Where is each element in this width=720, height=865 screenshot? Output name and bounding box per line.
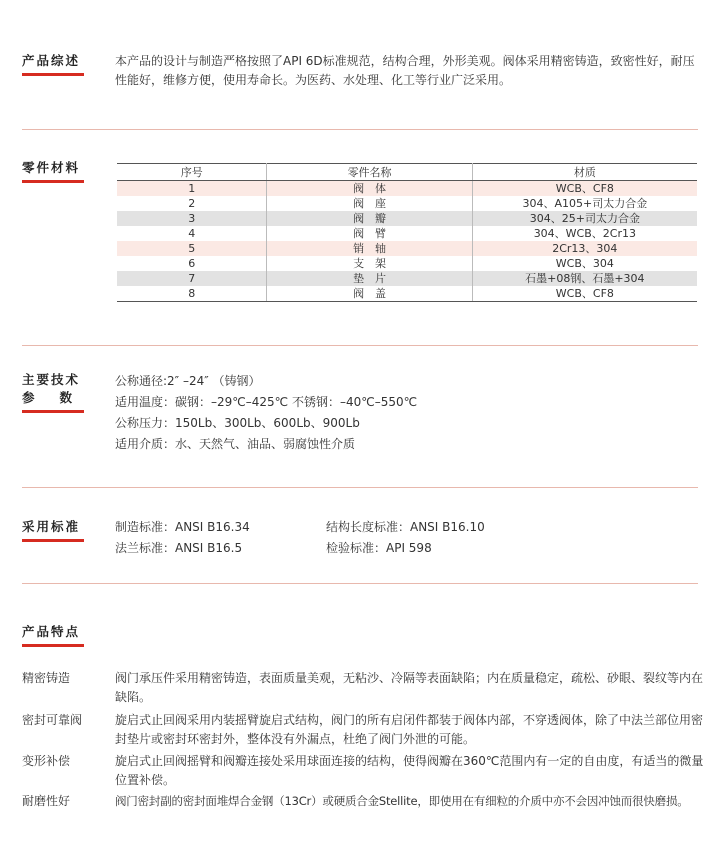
spec-line: 公称压力：150Lb、300Lb、600Lb、900Lb [115, 416, 360, 430]
title-accent-bar [22, 180, 84, 183]
section-divider [22, 487, 698, 488]
feature-label: 精密铸造 [22, 671, 71, 685]
spec-line: 公称通径:2″ –24″ （铸钢） [115, 374, 261, 388]
header-material: 材质 [472, 164, 697, 181]
row-no: 6 [117, 256, 267, 271]
materials-title-text: 零件材料 [22, 160, 81, 175]
row-name: 阀 盖 [267, 286, 472, 302]
title-accent-bar [22, 539, 84, 542]
title-accent-bar [22, 644, 84, 647]
standard-item: 结构长度标准：ANSI B16.10 [326, 520, 485, 534]
specs-title-line1: 主要技术 [22, 372, 81, 387]
row-no: 1 [117, 181, 267, 197]
row-material: 304、A105+司太力合金 [522, 197, 648, 210]
specs-title [22, 372, 84, 413]
feature-text: 旋启式止回阀采用内装摇臂旋启式结构，阀门的所有启闭件都装于阀体内部，不穿透阀体，除了中法兰部位用密封垫片或密封环密封外，整体没有外漏点，杜绝了阀门外泄的可能。 [115, 713, 704, 746]
section-divider [22, 345, 698, 346]
row-no: 3 [117, 211, 267, 226]
table-row [117, 211, 697, 226]
standards-title [22, 519, 84, 542]
title-accent-bar [22, 410, 84, 413]
header-no: 序号 [117, 164, 267, 181]
standard-item: 制造标准：ANSI B16.34 [115, 520, 250, 534]
table-row [117, 226, 697, 241]
table-row [117, 196, 697, 211]
spec-line: 适用温度：碳钢：–29℃–425℃ 不锈钢：–40℃–550℃ [115, 395, 418, 409]
feature-text: 阀门承压件采用精密铸造，表面质量美观，无粘沙、冷隔等表面缺陷；内在质量稳定，疏松、砂眼、裂纹等内在缺陷。 [115, 671, 704, 704]
feature-label: 耐磨性好 [22, 794, 71, 808]
row-material: 304、25+司太力合金 [472, 211, 697, 226]
overview-title-text: 产品综述 [22, 53, 81, 68]
row-name: 阀 座 [267, 196, 472, 211]
table-row [117, 181, 697, 197]
table-header-row [117, 164, 697, 181]
features-title-text: 产品特点 [22, 624, 81, 639]
features-title [22, 624, 84, 647]
standard-item: 法兰标准：ANSI B16.5 [115, 541, 243, 555]
table-row [117, 286, 697, 302]
section-divider [22, 129, 698, 130]
standards-title-text: 采用标准 [22, 519, 81, 534]
row-no: 2 [117, 196, 267, 211]
row-name: 阀 瓣 [267, 211, 472, 226]
row-material: 2Cr13、304 [472, 241, 697, 256]
parts-table [117, 163, 697, 302]
row-no: 8 [117, 286, 267, 302]
feature-label: 密封可靠阀 [22, 713, 83, 727]
row-name: 阀 体 [267, 181, 472, 197]
row-material: 石墨+08钢、石墨+304 [472, 271, 697, 286]
row-name: 阀 臂 [267, 226, 472, 241]
section-divider [22, 583, 698, 584]
row-name: 销 轴 [267, 241, 472, 256]
title-accent-bar [22, 73, 84, 76]
row-material: WCB、304 [555, 257, 614, 270]
overview-text: 本产品的设计与制造严格按照了API 6D标准规范，结构合理，外形美观。阀体采用精密铸造，致密性好，耐压性能好，维修方便，使用寿命长。为医药、水处理、化工等行业广泛采用。 [115, 54, 695, 87]
table-row [117, 271, 697, 286]
row-material: WCB、CF8 [472, 181, 697, 197]
feature-text: 旋启式止回阀摇臂和阀瓣连接处采用球面连接的结构，使得阀瓣在360℃范围内有一定的自由度，有适当的微量位置补偿。 [115, 754, 704, 787]
spec-line: 适用介质：水、天然气、油品、弱腐蚀性介质 [115, 437, 356, 451]
header-name: 零件名称 [267, 164, 472, 181]
row-name: 垫 片 [267, 271, 472, 286]
table-row [117, 256, 697, 271]
row-no: 5 [117, 241, 267, 256]
standard-item: 检验标准：API 598 [326, 541, 432, 555]
specs-title-line2: 参 数 [22, 390, 73, 405]
row-material: 304、WCB、2Cr13 [533, 227, 636, 240]
specs-list [115, 371, 705, 455]
row-material: WCB、CF8 [472, 286, 697, 302]
feature-text: 阀门密封副的密封面堆焊合金钢（13Cr）或硬质合金Stellite，即使用在有细粒的介质中亦不会因冲蚀而很快磨损。 [115, 794, 689, 808]
overview-title [22, 53, 84, 76]
materials-title [22, 160, 84, 183]
table-row [117, 241, 697, 256]
row-name: 支 架 [267, 256, 472, 271]
row-no: 7 [117, 271, 267, 286]
feature-label: 变形补偿 [22, 754, 71, 768]
row-no: 4 [117, 226, 267, 241]
